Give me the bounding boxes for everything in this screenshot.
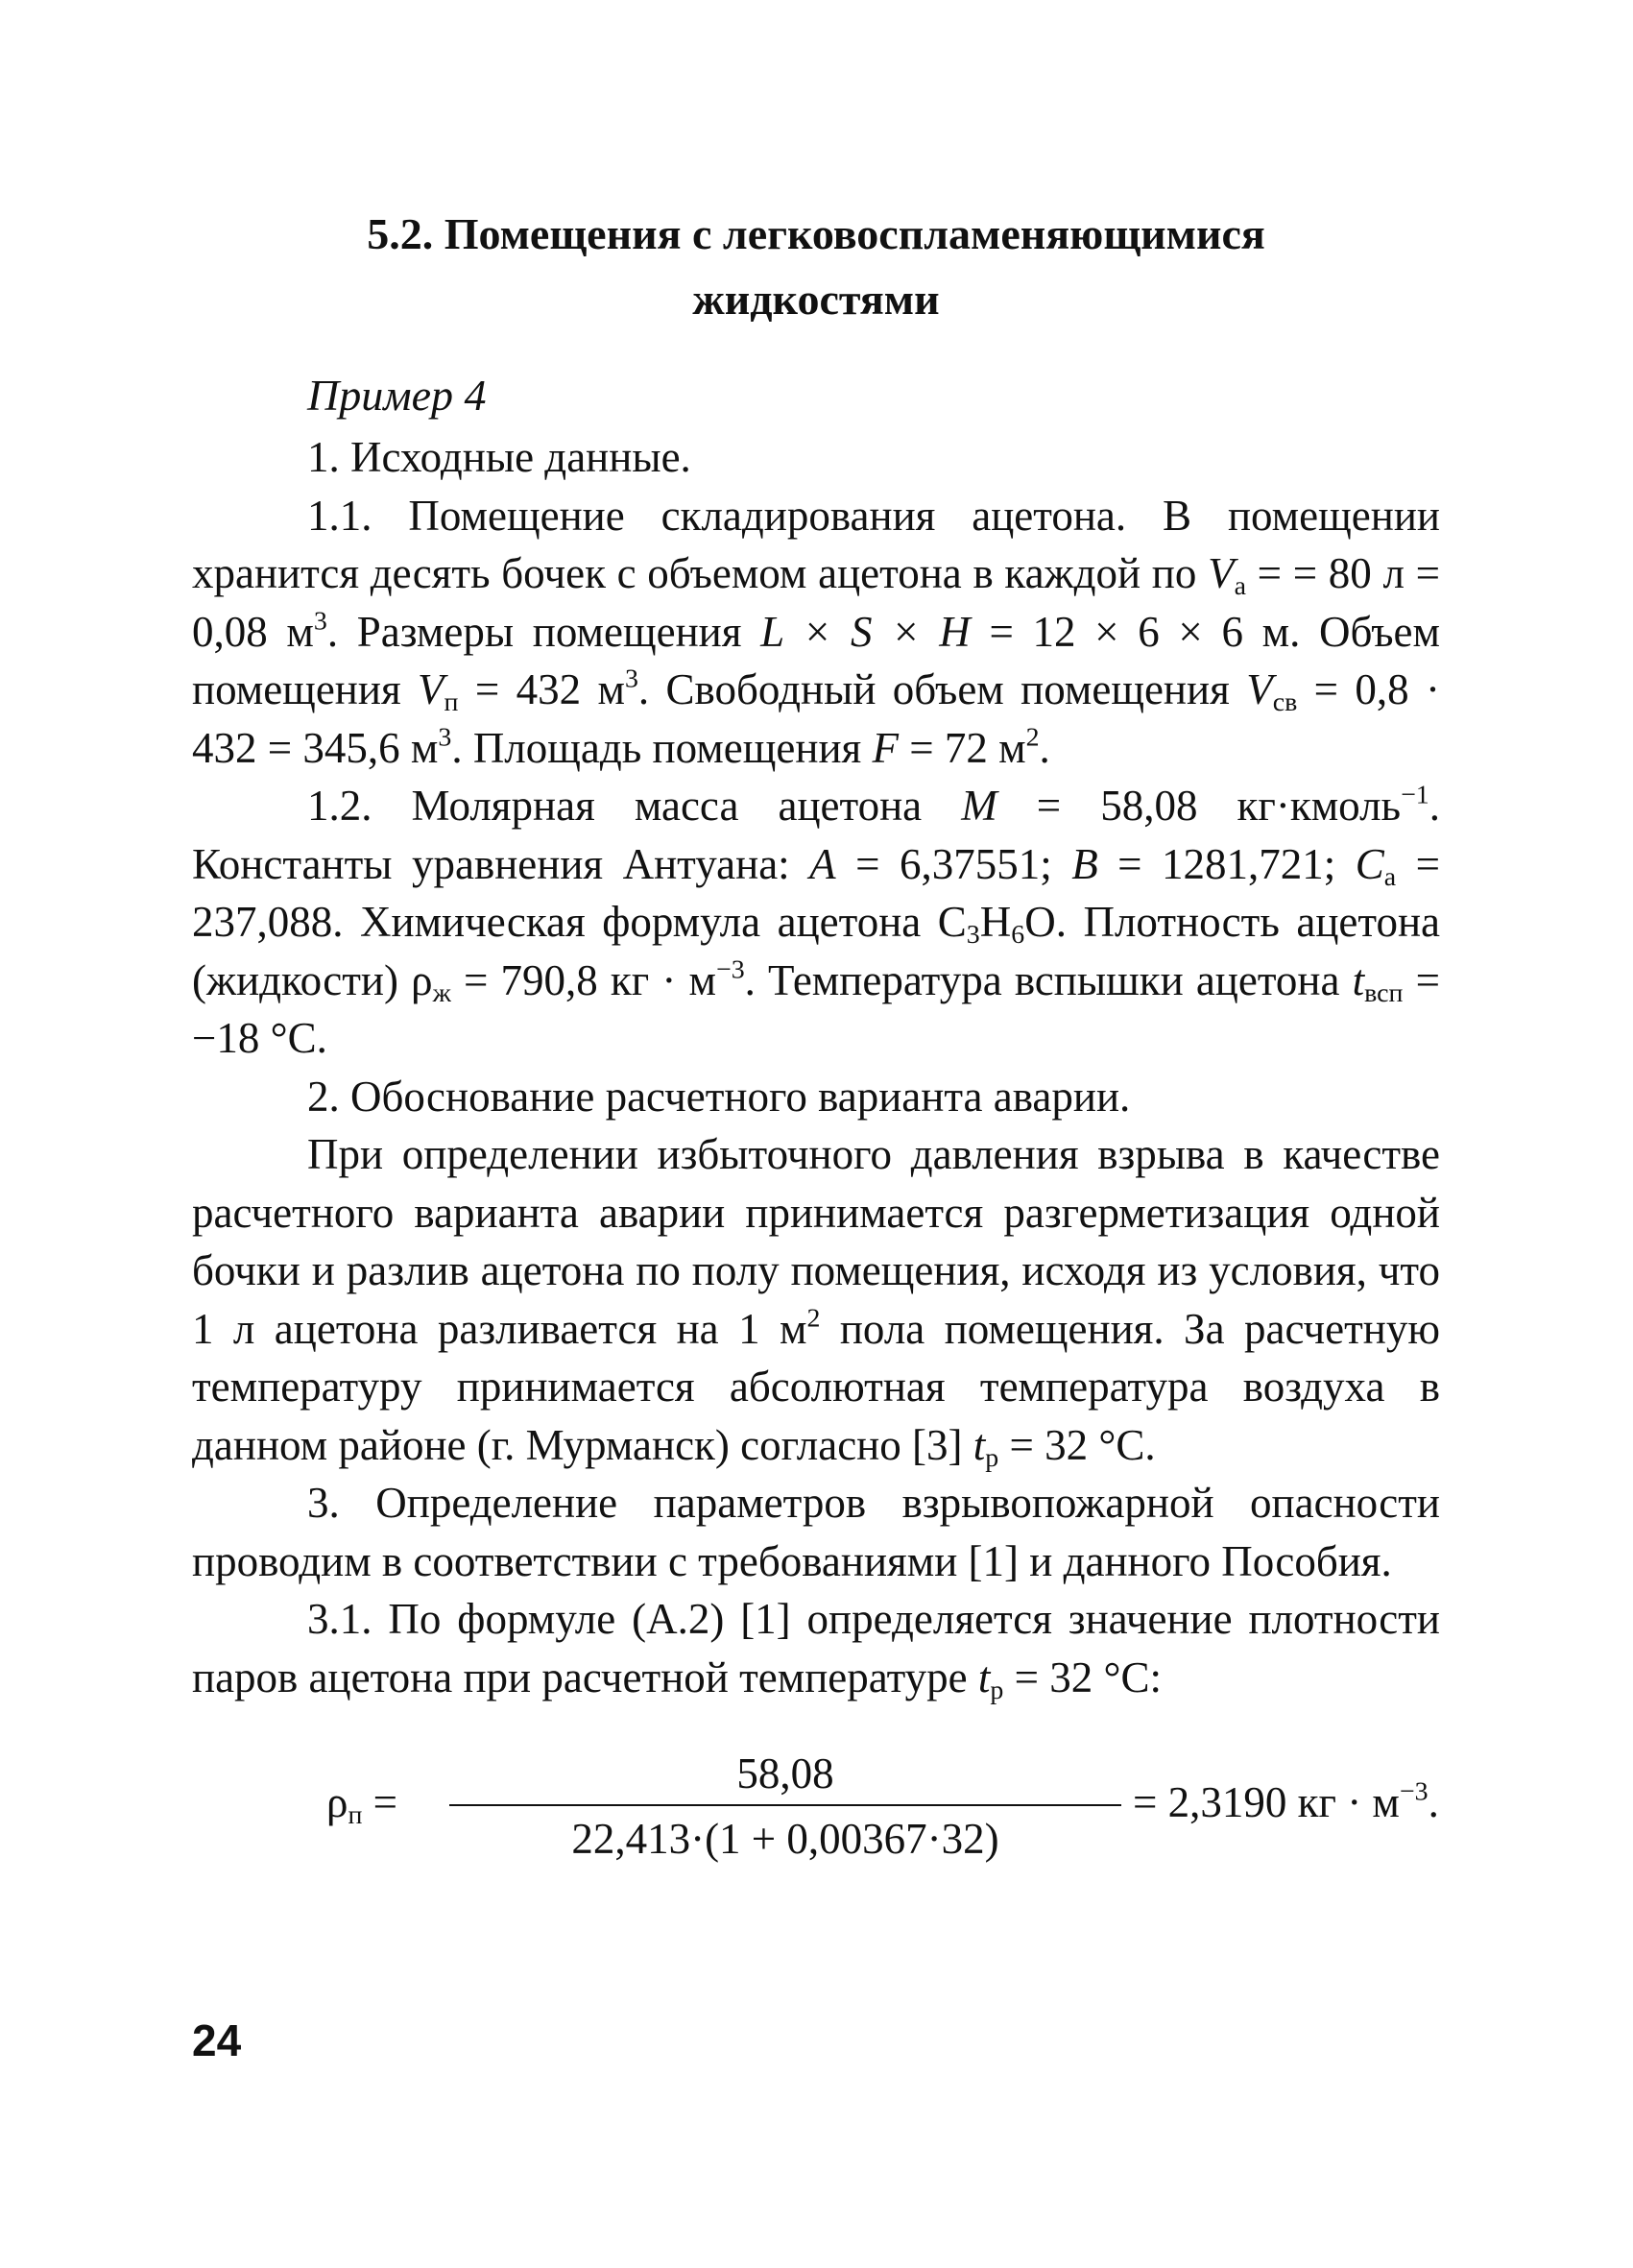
formula-lhs: $\rho_п$ = — [326, 1778, 398, 1830]
paragraph-scenario-heading: 2. Обоснование расчетного варианта аварии. — [307, 1072, 1131, 1121]
example-title: Пример 4 — [307, 371, 487, 420]
paragraph-initial-data-heading: 1. Исходные данные. — [307, 433, 691, 481]
vapor-density-formula — [192, 1745, 1440, 1870]
paragraph-room-description: 1.1. Помещение складирования ацетона. В помещении хранится десять бочек с объемом ацетона в каждой по $V_а$ = = 80 л = 0,08 $м^3$. Размеры помещения L × S × H = 12 × 6 × 6 м. Объем помещения $V_п = 432$ $м^3$. Свободный объем помещения $V_{св} = 0,8 \cdot 432 = 345,6$ $м^3$. Площадь помещения F = 72 $м^2$. — [192, 491, 1441, 772]
page-number: 24 — [192, 2015, 242, 2065]
formula-numerator: 58,08 — [736, 1749, 834, 1798]
paragraph-acetone-properties: 1.2. Молярная масса ацетона M = 58,08 кг·кмоль$^{-1}$. Константы уравнения Антуана: A = 6,37551; B = 1281,721; $C_a = 237,088$. Химическая формула ацетона $C_3H_6O$. Плотность ацетона (жидкости) $\rho_ж = 790,8$ кг · $м^{-3}$. Температура вспышки ацетона $t_{всп} = -18$ °С. — [192, 780, 1441, 1062]
formula-fraction — [449, 1745, 1121, 1868]
paragraph-vapor-density: 3.1. По формуле (А.2) [1] определяется значение плотности паров ацетона при расчетной температуре $t_р = 32$ °С: — [192, 1595, 1440, 1705]
fraction-bar — [449, 1804, 1121, 1806]
section-heading — [192, 202, 1440, 332]
section-heading-line-1: 5.2. Помещения с легковоспламеняющимися — [367, 209, 1265, 258]
paragraph-parameters: 3. Определение параметров взрывопожарной опасности проводим в соответствии с требованиями [1] и данного Пособия. — [192, 1479, 1440, 1585]
page-content — [192, 202, 1440, 1870]
formula-denominator: 22,413·(1 + 0,00367·32) — [571, 1815, 999, 1863]
section-heading-line-2: жидкостями — [692, 275, 940, 324]
formula-result: = 2,3190 кг · $м^{-3}$. — [1133, 1776, 1439, 1826]
paragraph-scenario-body: При определении избыточного давления взрыва в качестве расчетного варианта аварии принимается разгерметизация одной бочки и разлив ацетона по полу помещения, исходя из условия, что 1 л ацетона разливается на 1 $м^2$ пола помещения. За расчетную температуру принимается абсолютная температура воздуха в данном районе (г. Мурманск) согласно [3] $t_р = 32$ °С. — [192, 1130, 1440, 1473]
